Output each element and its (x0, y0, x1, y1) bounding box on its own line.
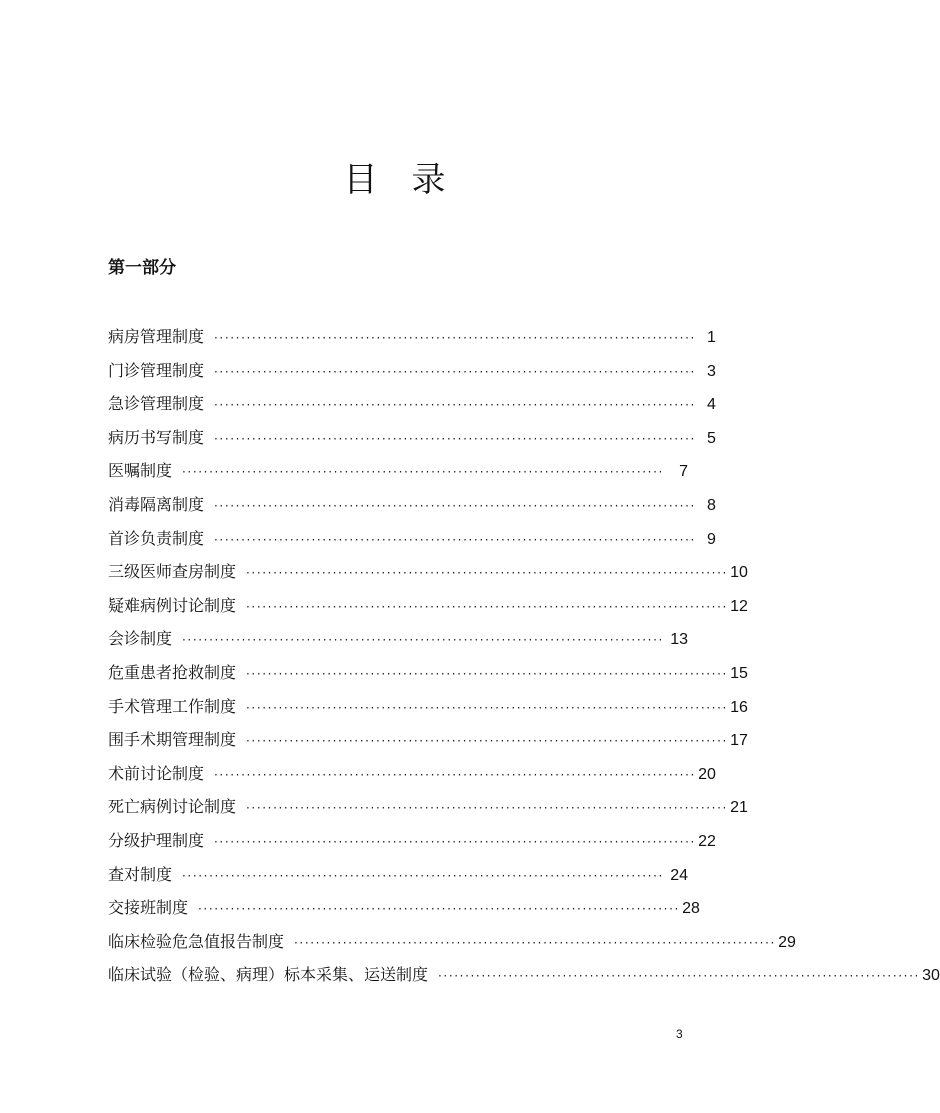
toc-entry[interactable] (108, 695, 748, 729)
toc-entry[interactable] (108, 426, 716, 460)
toc-dot-leader: ························································································· (182, 465, 664, 480)
toc-entry-label: 术前讨论制度 (108, 763, 205, 783)
toc-entry[interactable] (108, 863, 688, 897)
toc-entry-page: 15 (730, 664, 748, 682)
toc-entry[interactable] (108, 627, 688, 661)
toc-dot-leader: ························································································· (214, 532, 696, 547)
toc-dot-leader: ························································································· (294, 935, 776, 950)
toc-dot-leader: ························································································· (246, 599, 728, 614)
toc-entry-label: 疑难病例讨论制度 (108, 595, 237, 615)
toc-entry-label: 围手术期管理制度 (108, 730, 237, 750)
toc-entry[interactable] (108, 728, 748, 762)
toc-entry[interactable] (108, 829, 716, 863)
toc-entry-page: 5 (707, 429, 716, 447)
toc-entry-label: 会诊制度 (108, 629, 173, 649)
toc-entry-page: 12 (730, 597, 748, 615)
toc-dot-leader: ························································································· (438, 969, 920, 984)
toc-entry-page: 20 (698, 765, 716, 783)
toc-entry-page: 7 (679, 463, 688, 481)
toc-entry[interactable] (108, 459, 688, 493)
toc-entry-label: 死亡病例讨论制度 (108, 797, 237, 817)
toc-entry-page: 3 (707, 362, 716, 380)
toc-entry-page: 21 (730, 799, 748, 817)
toc-dot-leader: ························································································· (214, 834, 696, 849)
toc-entry-label: 三级医师查房制度 (108, 562, 237, 582)
toc-entry[interactable] (108, 359, 716, 393)
toc-entry[interactable] (108, 930, 796, 964)
toc-entry-page: 10 (730, 564, 748, 582)
toc-dot-leader: ························································································· (246, 801, 728, 816)
toc-entry[interactable] (108, 661, 748, 695)
part-heading: 第一部分 (108, 258, 176, 278)
toc-dot-leader: ························································································· (246, 700, 728, 715)
toc-entry-page: 30 (922, 967, 940, 985)
toc-entry-label: 查对制度 (108, 864, 173, 884)
toc-entry-label: 消毒隔离制度 (108, 494, 205, 514)
toc-entry-page: 24 (670, 866, 688, 884)
toc-dot-leader: ························································································· (214, 364, 696, 379)
toc-entry-page: 9 (707, 530, 716, 548)
toc-dot-leader: ························································································· (246, 734, 728, 749)
toc-entry-label: 门诊管理制度 (108, 360, 205, 380)
toc-dot-leader: ························································································· (246, 566, 728, 581)
toc-entry-page: 17 (730, 732, 748, 750)
toc-dot-leader: ························································································· (182, 633, 664, 648)
toc-entry-page: 22 (698, 832, 716, 850)
toc-entry-label: 临床试验（检验、病理）标本采集、运送制度 (108, 965, 429, 985)
toc-entry-label: 分级护理制度 (108, 830, 205, 850)
toc-dot-leader: ························································································· (214, 398, 696, 413)
toc-dot-leader: ························································································· (214, 767, 696, 782)
toc-entry-page: 8 (707, 496, 716, 514)
toc-entry[interactable] (108, 392, 716, 426)
page-number: 3 (676, 1027, 683, 1041)
toc-entry-label: 急诊管理制度 (108, 394, 205, 414)
toc-entry[interactable] (108, 762, 716, 796)
toc-entry[interactable] (108, 896, 700, 930)
toc-entry-label: 交接班制度 (108, 898, 189, 918)
toc-dot-leader: ························································································· (246, 666, 728, 681)
toc-entry[interactable] (108, 963, 940, 997)
toc-entry-page: 1 (707, 329, 716, 346)
toc-entry[interactable] (108, 493, 716, 527)
toc-dot-leader: ························································································· (214, 431, 696, 446)
toc-entry[interactable] (108, 795, 748, 829)
toc-entry-page: 28 (682, 900, 700, 918)
toc-entry-page: 4 (707, 396, 716, 414)
toc-entry-page: 29 (778, 933, 796, 951)
toc-entry[interactable] (108, 560, 748, 594)
toc-entry-label: 病历书写制度 (108, 427, 205, 447)
toc-entry-label: 病房管理制度 (108, 327, 205, 346)
toc-entry-label: 首诊负责制度 (108, 528, 205, 548)
page-title: 目 录 (343, 160, 446, 200)
toc-dot-leader: ························································································· (214, 498, 696, 513)
toc-dot-leader: ························································································· (198, 902, 680, 917)
toc-entry-label: 医嘱制度 (108, 461, 173, 481)
toc-entry-page: 16 (730, 698, 748, 716)
toc-entry-label: 临床检验危急值报告制度 (108, 931, 285, 951)
toc-entry-label: 手术管理工作制度 (108, 696, 237, 716)
toc-entry[interactable] (108, 594, 748, 628)
table-of-contents (108, 325, 940, 997)
toc-entry-label: 危重患者抢救制度 (108, 662, 237, 682)
toc-entry[interactable] (108, 325, 716, 359)
toc-entry[interactable] (108, 527, 716, 561)
toc-dot-leader: ························································································· (214, 331, 696, 345)
toc-entry-page: 13 (670, 631, 688, 649)
toc-dot-leader: ························································································· (182, 868, 664, 883)
